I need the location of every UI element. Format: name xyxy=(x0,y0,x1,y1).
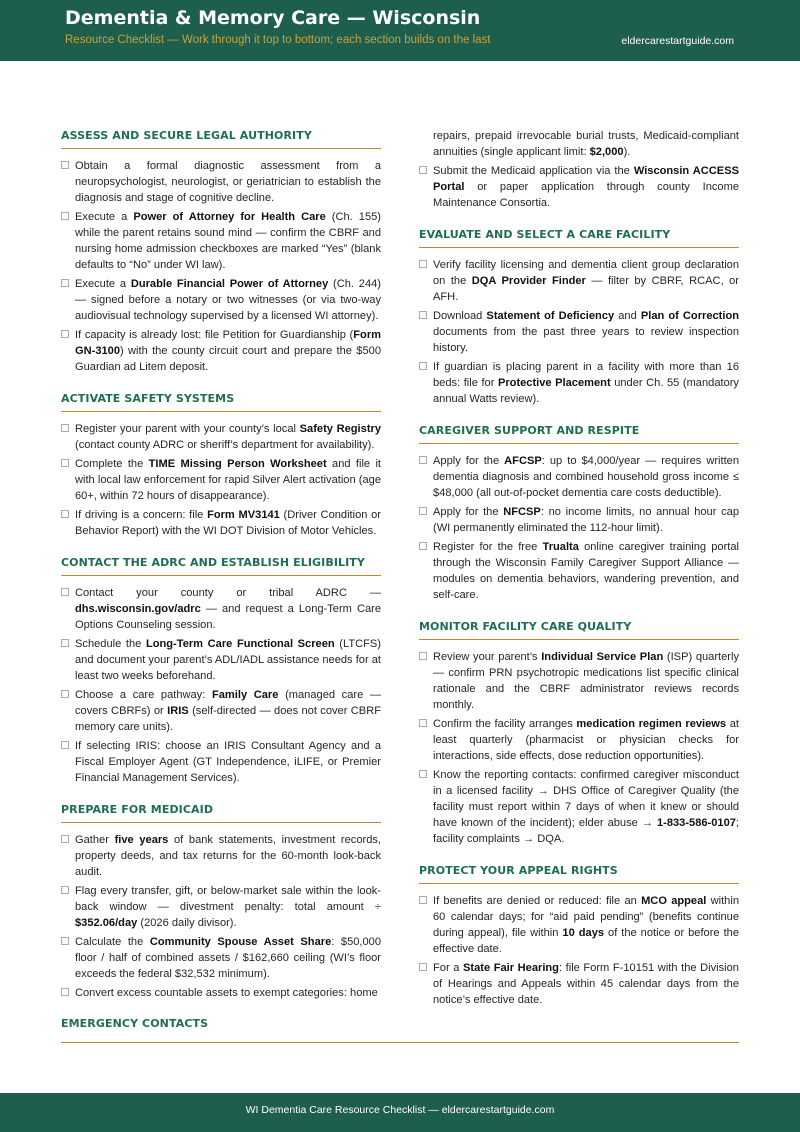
section-title: CONTACT THE ADRC AND ESTABLISH ELIGIBILITY xyxy=(61,549,381,576)
checklist-item xyxy=(419,649,739,713)
checkbox-icon[interactable] xyxy=(419,963,427,971)
checklist-item xyxy=(61,585,381,633)
item-text: — filter by CBRF, RCAC, or AFH. xyxy=(433,275,739,303)
item-text: of bank statements, investment records, property deeds, and tax returns for the 60-month look-back audit. xyxy=(75,834,382,878)
checkbox-icon[interactable] xyxy=(61,886,69,894)
checklist-section xyxy=(61,122,381,375)
item-text: For a xyxy=(433,962,463,974)
item-text: Obtain a formal diagnostic assessment from a neuropsychologist, neurologist, or geriatrician to establish the diagnosis and stage of cognitive decline. xyxy=(75,160,381,204)
item-text: within 60 calendar days; for “aid paid pending” (benefits continue during appeal), file within xyxy=(433,895,739,939)
item-text: If capacity is already lost: file Petition for Guardianship ( xyxy=(75,329,354,341)
checklist-item xyxy=(61,832,381,880)
section-title: PREPARE FOR MEDICAID xyxy=(61,796,381,823)
checkbox-icon[interactable] xyxy=(419,652,427,660)
section-title: PROTECT YOUR APPEAL RIGHTS xyxy=(419,857,739,884)
checklist-item xyxy=(61,456,381,504)
item-text: ). xyxy=(623,146,631,158)
checklist-item xyxy=(419,716,739,764)
checkbox-icon[interactable] xyxy=(61,424,69,432)
item-text: (managed care — covers CBRFs) or xyxy=(75,689,381,717)
emphasis-text: Plan of Correction xyxy=(640,310,740,322)
item-text: If guardian is placing parent in a facility with more than 16 beds: file for xyxy=(433,361,739,389)
item-text: If selecting IRIS: choose an IRIS Consultant Agency and a Fiscal Employer Agent (GT Independence, iLIFE, or Premier Financial Management Services). xyxy=(75,740,381,784)
emphasis-text: Individual Service Plan xyxy=(541,651,664,663)
checklist-item xyxy=(61,209,381,273)
checklist-item xyxy=(61,934,381,982)
item-text: Contact your county or tribal ADRC — xyxy=(75,587,381,599)
checklist-item xyxy=(419,163,739,211)
item-text: repairs, prepaid irrevocable burial trusts, Medicaid-compliant annuities (single applicant limit: xyxy=(433,130,739,158)
item-text: (self-directed — does not cover CBRF memory care units). xyxy=(75,705,381,733)
checklist-item xyxy=(61,158,381,206)
right-column xyxy=(419,128,739,1018)
checklist-section xyxy=(61,385,381,539)
checklist-item xyxy=(419,539,739,603)
item-text: Choose a care pathway: xyxy=(75,689,212,701)
emphasis-text: 10 days xyxy=(562,927,605,939)
left-column xyxy=(61,122,381,1011)
checklist-item xyxy=(61,276,381,324)
emphasis-text: Wisconsin ACCESS Portal xyxy=(433,165,739,193)
item-text: ) with the county circuit court and prepare the $500 Guardian ad Litem deposit. xyxy=(75,345,381,373)
item-text: Complete the xyxy=(75,458,149,470)
checkbox-icon[interactable] xyxy=(61,835,69,843)
emphasis-text: $2,000 xyxy=(589,146,624,158)
checklist-section xyxy=(419,221,739,407)
item-text: Verify facility licensing and dementia client group declaration on the xyxy=(433,259,739,287)
page-footer xyxy=(0,1093,800,1132)
item-text: ; facility complaints → DQA. xyxy=(433,817,739,845)
checklist-item xyxy=(61,985,381,1001)
checklist-section xyxy=(61,549,381,786)
checkbox-icon[interactable] xyxy=(61,988,69,996)
checklist-item xyxy=(61,421,381,453)
item-text: (Ch. 244) — signed before a notary or two witnesses (or via two-way audiovisual technology supervised by a licensed WI attorney). xyxy=(75,278,381,322)
item-text: : up to $4,000/year — requires written dementia diagnosis and combined household gross income ≤ $48,000 (all out-of-pocket dementia care costs deductible). xyxy=(433,455,739,499)
emphasis-text: five years xyxy=(114,834,169,846)
checklist-item xyxy=(419,359,739,407)
item-text: at least quarterly (pharmacist or physician checks for interactions, side effects, dose reduction opportunities). xyxy=(433,718,739,762)
checklist-item xyxy=(61,636,381,684)
item-text: (Driver Condition or Behavior Report) with the WI DOT Division of Motor Vehicles. xyxy=(75,509,382,537)
checklist-item xyxy=(61,507,381,539)
item-text: Confirm the facility arranges xyxy=(433,718,577,730)
checkbox-icon[interactable] xyxy=(61,937,69,945)
item-text: Gather xyxy=(75,834,115,846)
item-text: Apply for the xyxy=(433,506,504,518)
emphasis-text: dhs.wisconsin.gov/adrc xyxy=(75,603,201,615)
item-text: : file Form F-10151 with the Division of Hearings and Appeals within 45 calendar days from the notice’s effective date. xyxy=(433,962,739,1006)
item-text: or paper application through county Income Maintenance Consortia. xyxy=(433,181,739,209)
item-text: and file it with local law enforcement for rapid Silver Alert activation (age 60+, within 72 hours of disappearance). xyxy=(75,458,382,502)
item-text: (LTCFS) and document your parent’s ADL/IADL assistance needs for at least two weeks beforehand. xyxy=(75,638,381,682)
emphasis-text: Family Care xyxy=(211,689,279,701)
emphasis-text: Power of Attorney for Health Care xyxy=(133,211,326,223)
emphasis-text: $352.06/day xyxy=(75,917,138,929)
checkbox-icon[interactable] xyxy=(419,719,427,727)
item-text: Execute a xyxy=(75,278,131,290)
checkbox-icon[interactable] xyxy=(61,690,69,698)
item-text: Register your parent with your county’s local xyxy=(75,423,300,435)
emphasis-text: TIME Missing Person Worksheet xyxy=(148,458,327,470)
emphasis-text: Durable Financial Power of Attorney xyxy=(130,278,329,290)
emphasis-text: 1-833-586-0107 xyxy=(656,817,736,829)
item-text: (2026 daily divisor). xyxy=(137,917,237,929)
item-text: of the notice or before the effective date. xyxy=(433,927,739,955)
checkbox-icon[interactable] xyxy=(61,279,69,287)
item-text: and xyxy=(614,310,641,322)
item-text: (ISP) quarterly — confirm PRN psychotropic medications list specific clinical rationale and the CBRF administrator reviews records monthly. xyxy=(433,651,739,711)
section-title: EMERGENCY CONTACTS xyxy=(61,1010,739,1043)
item-text: : $50,000 floor / half of combined assets / $162,660 ceiling (WI’s floor exceeds the federal $32,532 minimum). xyxy=(75,936,382,980)
item-text: If benefits are denied or reduced: file an xyxy=(433,895,642,907)
checklist-item xyxy=(419,257,739,305)
emphasis-text: DQA Provider Finder xyxy=(471,275,586,287)
header-site-link[interactable]: eldercarestartguide.com xyxy=(621,35,734,47)
emphasis-text: Statement of Deficiency xyxy=(486,310,615,322)
checkbox-icon[interactable] xyxy=(419,456,427,464)
item-text: Review your parent’s xyxy=(433,651,542,663)
checkbox-icon[interactable] xyxy=(61,161,69,169)
checkbox-icon[interactable] xyxy=(61,639,69,647)
checklist-item xyxy=(419,960,739,1008)
emphasis-text: State Fair Hearing xyxy=(463,962,559,974)
checkbox-icon[interactable] xyxy=(61,212,69,220)
emphasis-text: AFCSP xyxy=(504,455,542,467)
checkbox-icon[interactable] xyxy=(61,588,69,596)
checklist-item xyxy=(419,767,739,847)
emphasis-text: Form MV3141 xyxy=(207,509,280,521)
item-text: Convert excess countable assets to exempt categories: home xyxy=(75,987,378,999)
checkbox-icon[interactable] xyxy=(419,896,427,904)
checklist-item xyxy=(419,308,739,356)
checkbox-icon[interactable] xyxy=(61,330,69,338)
page-subtitle: Resource Checklist — Work through it top to bottom; each section builds on the last xyxy=(65,34,491,46)
checkbox-icon[interactable] xyxy=(419,362,427,370)
emphasis-text: Form GN-3100 xyxy=(75,329,381,357)
item-text: : no income limits, no annual hour cap (WI permanently eliminated the 112-hour limit). xyxy=(433,506,739,534)
footer-text: WI Dementia Care Resource Checklist — eldercarestartguide.com xyxy=(245,1104,555,1116)
checklist-item xyxy=(419,453,739,501)
checklist-section-continued xyxy=(419,163,739,211)
section-title: EVALUATE AND SELECT A CARE FACILITY xyxy=(419,221,739,248)
emergency-contacts-section xyxy=(61,1010,739,1052)
checklist-item-continuation xyxy=(419,128,739,160)
emphasis-text: IRIS xyxy=(167,705,189,717)
emphasis-text: Long-Term Care Functional Screen xyxy=(145,638,335,650)
emphasis-text: Safety Registry xyxy=(299,423,381,435)
section-title: CAREGIVER SUPPORT AND RESPITE xyxy=(419,417,739,444)
checkbox-icon[interactable] xyxy=(61,459,69,467)
checklist-item xyxy=(61,883,381,931)
emphasis-text: MCO appeal xyxy=(641,895,707,907)
item-text: If driving is a concern: file xyxy=(75,509,208,521)
checklist-section xyxy=(61,796,381,1001)
checkbox-icon[interactable] xyxy=(419,260,427,268)
emphasis-text: medication regimen reviews xyxy=(576,718,727,730)
checklist-section xyxy=(419,613,739,847)
checklist-section xyxy=(419,417,739,603)
checklist-item xyxy=(61,327,381,375)
item-text: under Ch. 55 (mandatory annual Watts review). xyxy=(433,377,739,405)
item-text: Schedule the xyxy=(75,638,146,650)
item-text: Flag every transfer, gift, or below-market sale within the look-back window — divestment penalty: total amount ÷ xyxy=(75,885,381,913)
section-title: ASSESS AND SECURE LEGAL AUTHORITY xyxy=(61,122,381,149)
item-text: Calculate the xyxy=(75,936,150,948)
item-text: Download xyxy=(433,310,487,322)
emphasis-text: Community Spouse Asset Share xyxy=(149,936,332,948)
section-title: MONITOR FACILITY CARE QUALITY xyxy=(419,613,739,640)
item-text: documents from the past three years to review inspection history. xyxy=(433,326,739,354)
checklist-item xyxy=(419,504,739,536)
checkbox-icon[interactable] xyxy=(419,542,427,550)
item-text: — and request a Long-Term Care Options Counseling session. xyxy=(75,603,381,631)
item-text: Know the reporting contacts: confirmed caregiver misconduct in a licensed facility → DHS Office of Caregiver Quality (the facility must report within 7 days of when it knew or should have known of the incident); elder abuse → xyxy=(433,769,739,829)
section-title: ACTIVATE SAFETY SYSTEMS xyxy=(61,385,381,412)
item-text: online caregiver training portal through the Wisconsin Family Caregiver Support Alliance — modules on dementia behaviors, wandering prevention, and self-care. xyxy=(433,541,740,601)
checklist-item xyxy=(61,687,381,735)
checklist-item xyxy=(419,893,739,957)
checkbox-icon[interactable] xyxy=(419,770,427,778)
page-header xyxy=(0,0,800,61)
page-title: Dementia & Memory Care — Wisconsin xyxy=(65,7,481,29)
item-text: (Ch. 155) while the parent retains sound mind — confirm the CBRF and nursing home admission checkboxes are marked “Yes” (blank defaults to “No” under WI law). xyxy=(75,211,381,271)
checkbox-icon[interactable] xyxy=(419,507,427,515)
checkbox-icon[interactable] xyxy=(419,166,427,174)
emphasis-text: Trualta xyxy=(542,541,579,553)
emphasis-text: Protective Placement xyxy=(497,377,611,389)
emphasis-text: NFCSP xyxy=(503,506,541,518)
checkbox-icon[interactable] xyxy=(61,741,69,749)
item-text: Execute a xyxy=(75,211,134,223)
item-text: Register for the free xyxy=(433,541,543,553)
item-text: Submit the Medicaid application via the xyxy=(433,165,634,177)
checkbox-icon[interactable] xyxy=(61,510,69,518)
checklist-item xyxy=(61,738,381,786)
item-text: (contact county ADRC or sheriff’s department for availability). xyxy=(75,439,375,451)
item-text: Apply for the xyxy=(433,455,505,467)
checklist-section xyxy=(419,857,739,1008)
checkbox-icon[interactable] xyxy=(419,311,427,319)
